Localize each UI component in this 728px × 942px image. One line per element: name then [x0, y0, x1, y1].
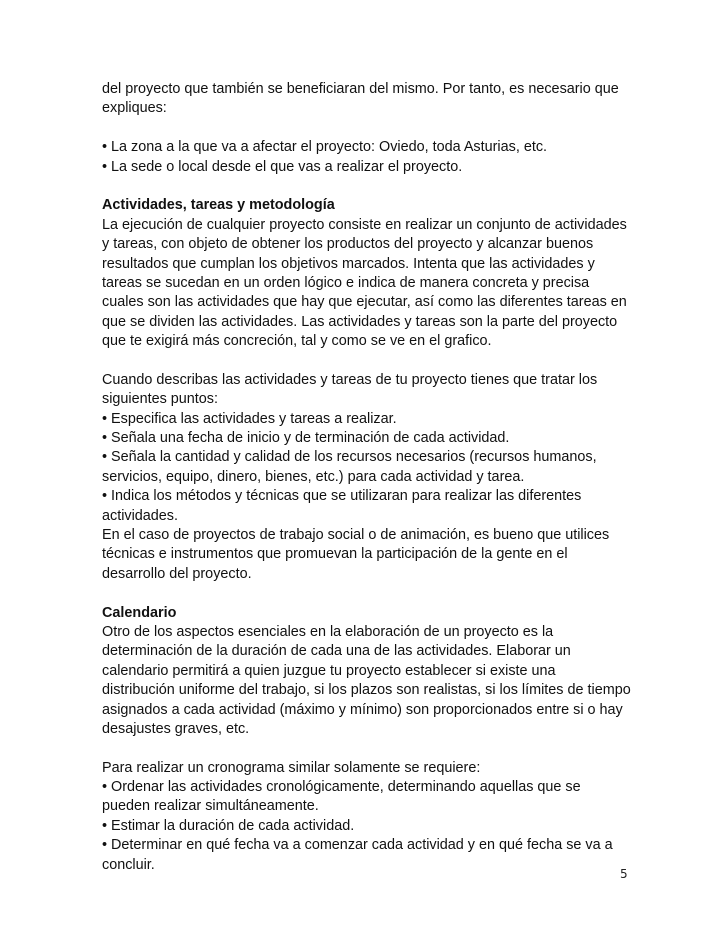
- bullet-item: • Determinar en qué fecha va a comenzar cada actividad y en qué fecha se va a: [102, 837, 613, 854]
- bullet-item: • Señala la cantidad y calidad de los recursos necesarios (recursos humanos,: [102, 449, 597, 466]
- text-line: y tareas, con objeto de obtener los productos del proyecto y alcanzar buenos: [102, 236, 594, 253]
- text-line: técnicas e instrumentos que promuevan la participación de la gente en el: [102, 546, 568, 563]
- text-line: pueden realizar simultáneamente.: [102, 798, 319, 815]
- page-number: 5: [620, 867, 628, 881]
- section-actividades: [102, 196, 632, 584]
- section-heading: Calendario: [102, 604, 177, 621]
- section-heading: Actividades, tareas y metodología: [102, 197, 335, 214]
- text-line: cuales son las actividades que hay que ejecutar, así como las diferentes tareas en: [102, 294, 627, 311]
- text-line: tareas se sucedan en un orden lógico e indica de manera concreta y precisa: [102, 274, 590, 291]
- text-line: resultados que cumplan los objetivos marcados. Intenta que las actividades y: [102, 255, 595, 272]
- text-line: distribución uniforme del trabajo, si los plazos son realistas, si los límites de tiempo: [102, 682, 631, 699]
- location-bullets: [102, 138, 632, 177]
- bullet-item: • Especifica las actividades y tareas a realizar.: [102, 410, 397, 427]
- text-line: determinación de la duración de cada una de las actividades. Elaborar un: [102, 643, 571, 660]
- bullet-item: • Indica los métodos y técnicas que se utilizaran para realizar las diferentes: [102, 488, 582, 505]
- section-calendario: [102, 604, 632, 875]
- bullet-item: • Señala una fecha de inicio y de terminación de cada actividad.: [102, 430, 510, 447]
- bullet-item: • La sede o local desde el que vas a realizar el proyecto.: [102, 158, 463, 175]
- text-line: que se dividen las actividades. Las actividades y tareas son la parte del proyecto: [102, 313, 618, 330]
- text-line: expliques:: [102, 100, 167, 117]
- text-line: La ejecución de cualquier proyecto consiste en realizar un conjunto de actividades: [102, 216, 627, 233]
- text-line: servicios, equipo, dinero, bienes, etc.) para cada actividad y tarea.: [102, 468, 525, 485]
- text-line: siguientes puntos:: [102, 391, 219, 408]
- text-line: que te exigirá más concreción, tal y como se ve en el grafico.: [102, 333, 492, 350]
- text-line: desajustes graves, etc.: [102, 720, 250, 737]
- bullet-item: • Estimar la duración de cada actividad.: [102, 817, 355, 834]
- text-line: Otro de los aspectos esenciales en la elaboración de un proyecto es la: [102, 623, 554, 640]
- bullet-item: • Ordenar las actividades cronológicamente, determinando aquellas que se: [102, 779, 581, 796]
- text-line: calendario permitirá a quien juzgue tu proyecto establecer si existe una: [102, 662, 556, 679]
- text-line: actividades.: [102, 507, 178, 524]
- text-line: Para realizar un cronograma similar solamente se requiere:: [102, 759, 481, 776]
- text-line: concluir.: [102, 856, 155, 873]
- intro-paragraph: [102, 80, 632, 119]
- bullet-item: • La zona a la que va a afectar el proyecto: Oviedo, toda Asturias, etc.: [102, 139, 548, 156]
- text-line: desarrollo del proyecto.: [102, 565, 252, 582]
- text-line: En el caso de proyectos de trabajo social o de animación, es bueno que utilices: [102, 526, 610, 543]
- page-content: [102, 80, 632, 875]
- text-line: asignados a cada actividad (máximo y mínimo) son proporcionados entre si o hay: [102, 701, 623, 718]
- text-line: Cuando describas las actividades y tareas de tu proyecto tienes que tratar los: [102, 371, 598, 388]
- text-line: del proyecto que también se beneficiaran del mismo. Por tanto, es necesario que: [102, 81, 619, 97]
